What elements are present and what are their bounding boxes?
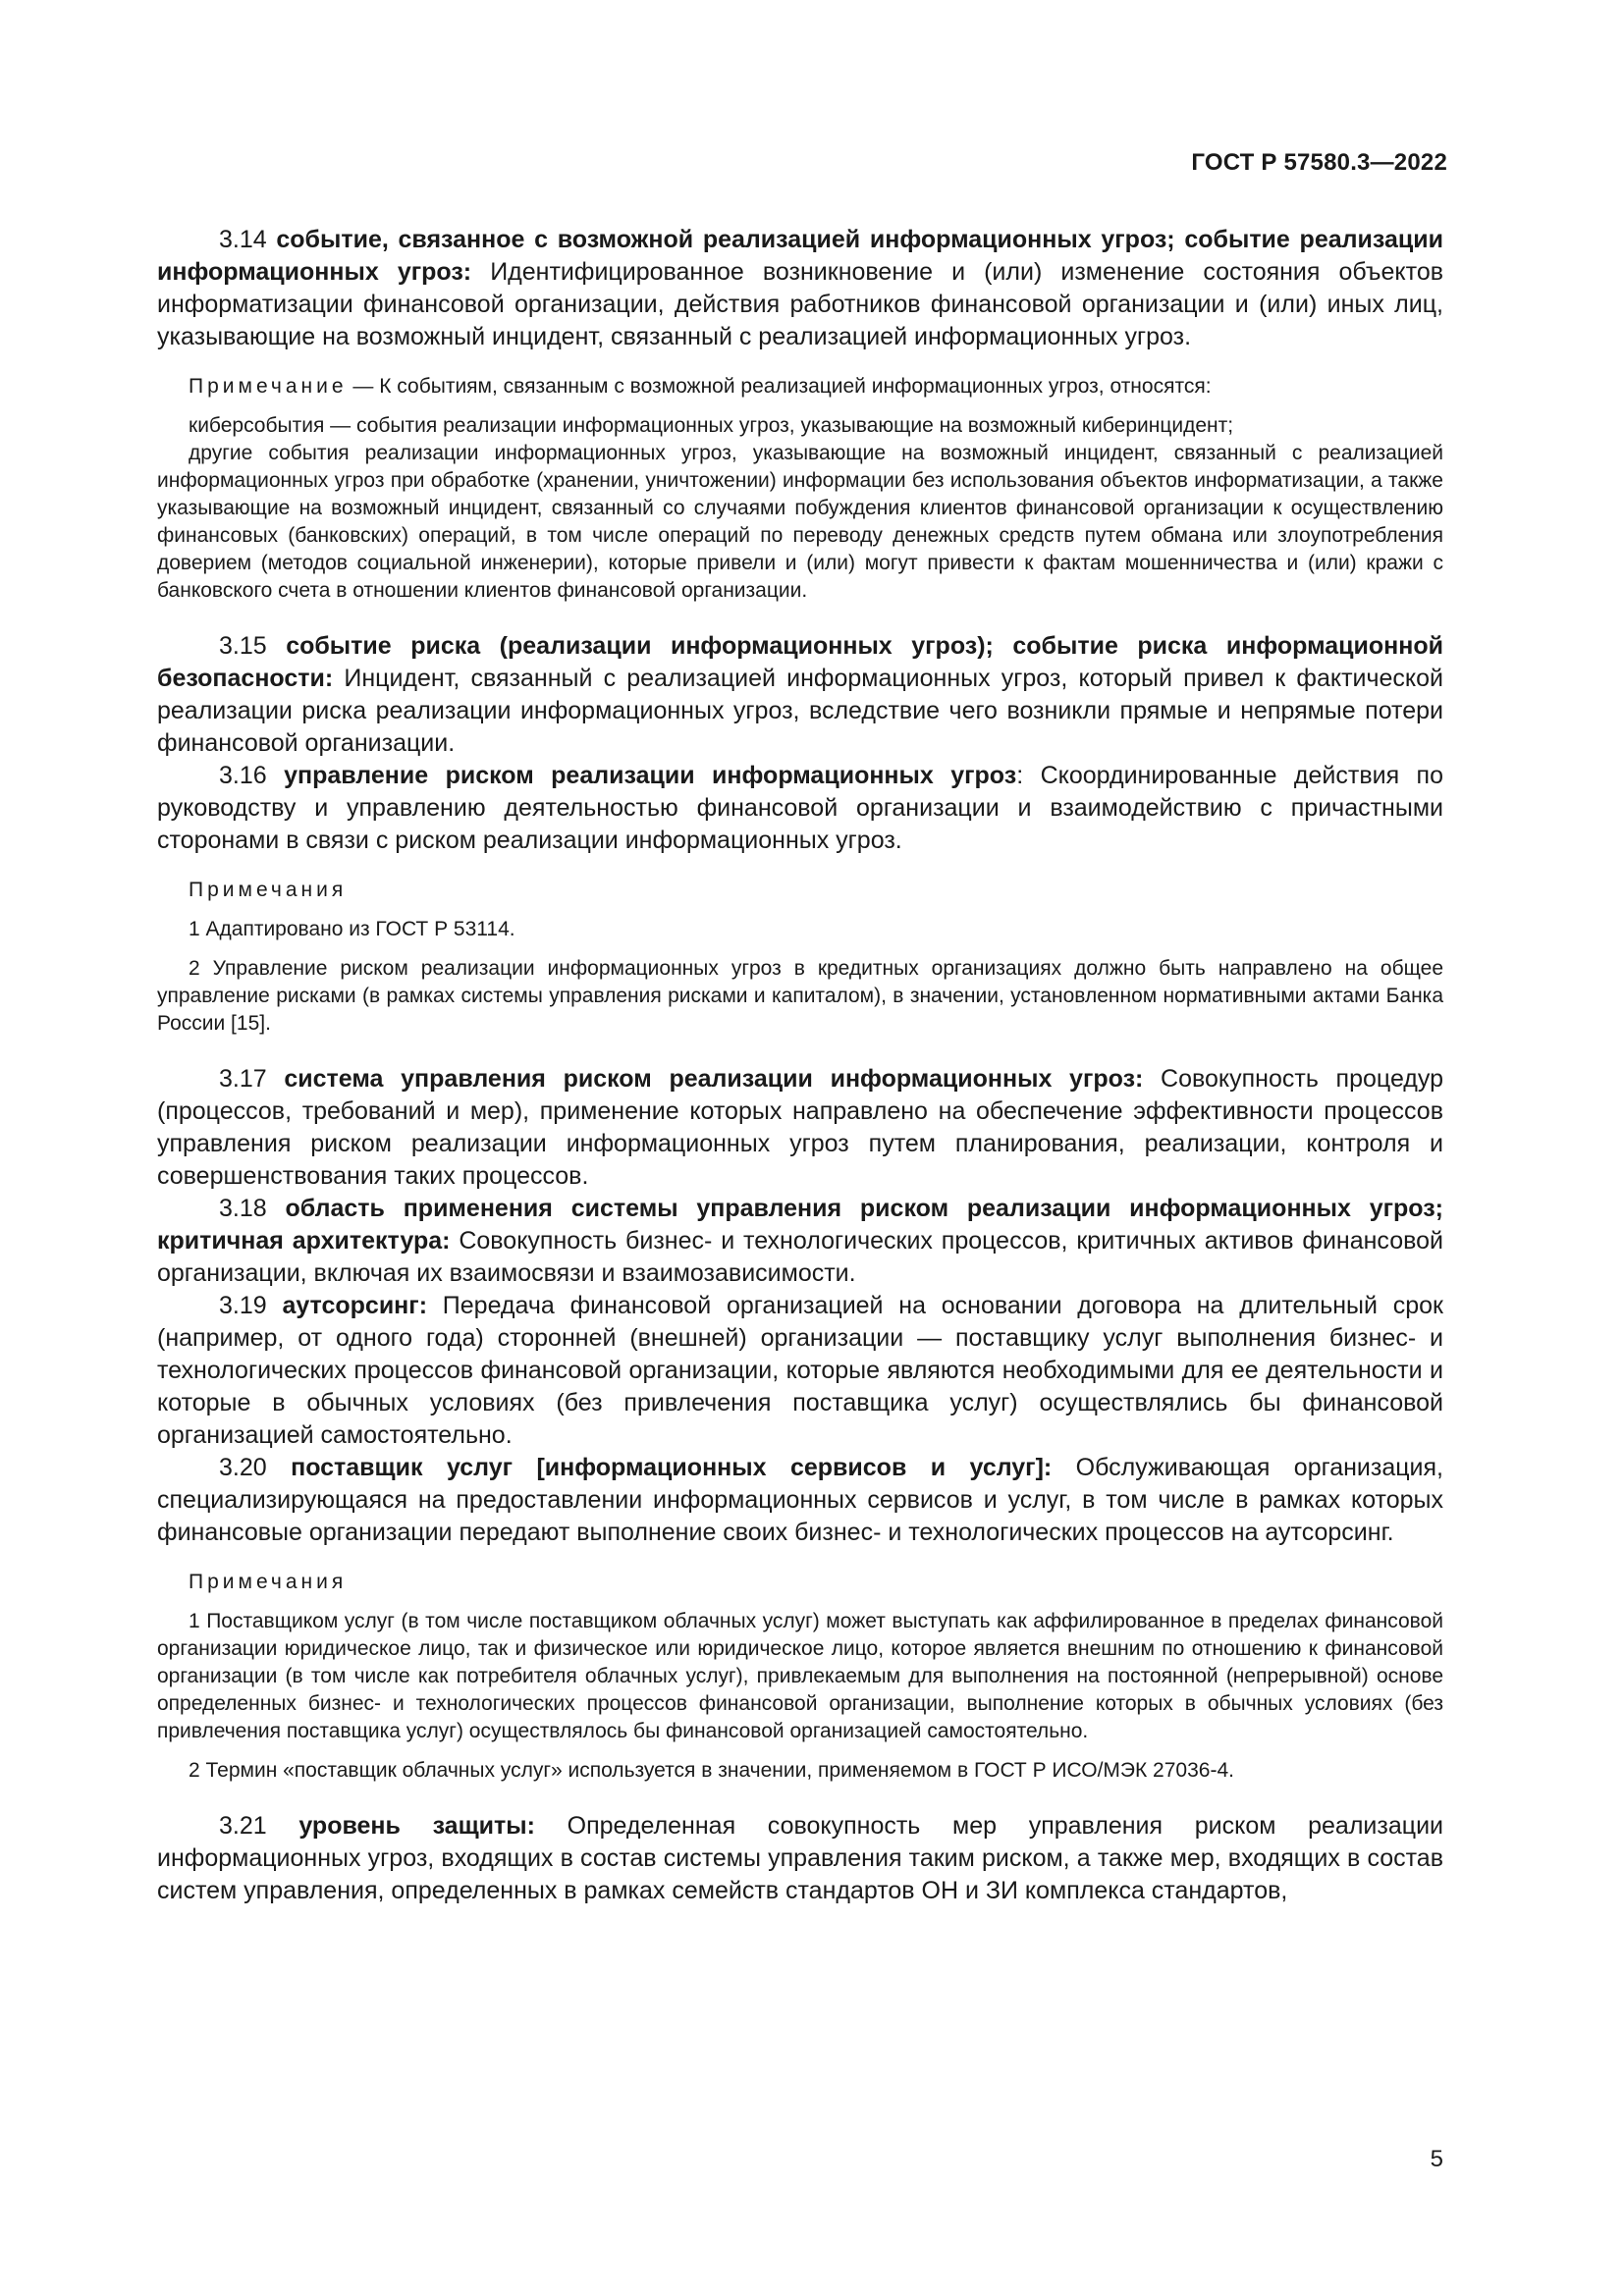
term-number: 3.19 (219, 1292, 283, 1319)
note-3-20-2: 2 Термин «поставщик облачных услуг» используется в значении, применяемом в ГОСТ Р ИСО/МЭК 27036-4. (189, 1759, 1234, 1782)
term-definition: Передача финансовой организацией на основании договора на длительный срок (например, от одного года) сторонней (внешней) организации — поставщику услуг выполнения бизнес- и технологических процессов финансовой организации, которые являются необходимыми для ее деятельности и которые в обычных условиях (без привлечения поставщика услуг) осуществлялись бы финансовой организацией самостоятельно. (157, 1292, 1443, 1449)
term-definition: Совокупность бизнес- и технологических процессов, критичных активов финансовой организации, включая их взаимосвязи и взаимозависимости. (157, 1227, 1443, 1287)
note-3-20-1: 1 Поставщиком услуг (в том числе поставщиком облачных услуг) может выступать как аффилированное в пределах финансовой организации юридическое лицо, так и физическое или юридическое лицо, которое является внешним по отношению к финансовой организации (в том числе как потребителя облачных услуг), привлекаемым для выполнения на постоянной (непрерывной) основе определенных бизнес- и технологических процессов финансовой организации, выполнение которых в обычных условиях (без привлечения поставщика услуг) осуществлялось бы финансовой организацией самостоятельно. (157, 1610, 1443, 1742)
term-3-16 (157, 760, 1443, 857)
term-definition: Обслуживающая организация, специализирующаяся на предоставлении информационных сервисов и услуг, в том числе в рамках которых финансовые организации передают выполнение своих бизнес- и технологических процессов на аутсорсинг. (157, 1454, 1443, 1546)
term-title: уровень защиты: (298, 1812, 535, 1840)
term-number: 3.16 (219, 762, 285, 789)
term-title: поставщик услуг [информационных сервисов и услуг]: (291, 1454, 1053, 1481)
document-code-header: ГОСТ Р 57580.3—2022 (1191, 149, 1447, 176)
term-definition: : Скоординированные действия по руководству и управлению деятельностью финансовой организации и взаимодействию с причастными сторонами в связи с риском реализации информационных угроз. (157, 762, 1443, 854)
note-text: — К событиям, связанным с возможной реализацией информационных угроз, относятся: (347, 375, 1212, 398)
note-3-16-1: 1 Адаптировано из ГОСТ Р 53114. (189, 918, 515, 940)
term-title: событие риска (реализации информационных угроз); событие риска информационной безопасности: (157, 632, 1443, 692)
term-title: событие, связанное с возможной реализацией информационных угроз; событие реализации информационных угроз: (157, 226, 1443, 286)
document-body (157, 224, 1443, 1907)
term-number: 3.17 (219, 1065, 285, 1093)
term-3-17 (157, 1063, 1443, 1193)
notes-3-20-label: Примечания (189, 1571, 348, 1593)
term-definition: Совокупность процедур (процессов, требований и мер), применение которых направлено на обеспечение эффективности процессов управления риском реализации информационных угроз путем планирования, реализации, контроля и совершенствования таких процессов. (157, 1065, 1444, 1190)
term-number: 3.14 (219, 226, 277, 253)
note-3-14-item-1: киберсобытия — события реализации информационных угроз, указывающие на возможный киберинцидент; (189, 414, 1234, 437)
note-label: Примечание (189, 375, 348, 398)
term-3-20 (157, 1452, 1443, 1549)
term-title: область применения системы управления риском реализации информационных угроз; критичная архитектура: (157, 1195, 1443, 1255)
notes-3-16-label: Примечания (189, 879, 348, 901)
term-number: 3.15 (219, 632, 287, 660)
term-title: управление риском реализации информационных угроз (284, 762, 1017, 789)
term-3-18 (157, 1193, 1443, 1290)
term-definition: Идентифицированное возникновение и (или) изменение состояния объектов информатизации финансовой организации, действия работников финансовой организации и (или) иных лиц, указывающие на возможный инцидент, связанный с реализацией информационных угроз. (157, 258, 1444, 350)
term-3-21 (157, 1810, 1443, 1907)
term-3-19 (157, 1290, 1443, 1452)
note-3-16-2: 2 Управление риском реализации информационных угроз в кредитных организациях должно быть направлено на общее управление рисками (в рамках системы управления рисками и капиталом), в значении, установленном нормативными актами Банка России [15]. (157, 957, 1443, 1035)
term-number: 3.21 (219, 1812, 299, 1840)
term-title: аутсорсинг: (282, 1292, 428, 1319)
term-3-15 (157, 630, 1443, 760)
note-3-14-intro (157, 373, 1443, 400)
term-3-14 (157, 224, 1443, 353)
term-number: 3.18 (219, 1195, 286, 1222)
term-definition: Инцидент, связанный с реализацией информационных угроз, который привел к фактической реализации риска реализации информационных угроз, вследствие чего возникли прямые и непрямые потери финансовой организации. (157, 665, 1443, 757)
term-definition: Определенная совокупность мер управления риском реализации информационных угроз, входящих в состав системы управления таким риском, а также мер, входящих в состав систем управления, определенных в рамках семейств стандартов ОН и ЗИ комплекса стандартов, (157, 1812, 1444, 1904)
note-3-14-item-2: другие события реализации информационных угроз, указывающие на возможный инцидент, связанный с реализацией информационных угроз при обработке (хранении, уничтожении) информации без использования объектов информатизации, а также указывающие на возможный инцидент, связанный со случаями побуждения клиентов финансовой организации к осуществлению финансовых (банковских) операций, в том числе операций по переводу денежных средств путем обмана или злоупотребления доверием (методов социальной инженерии), которые привели и (или) могут привести к фактам мошенничества и (или) кражи с банковского счета в отношении клиентов финансовой организации. (157, 442, 1443, 602)
term-title: система управления риском реализации информационных угроз: (284, 1065, 1144, 1093)
page-number: 5 (1430, 2146, 1443, 2172)
term-number: 3.20 (219, 1454, 292, 1481)
